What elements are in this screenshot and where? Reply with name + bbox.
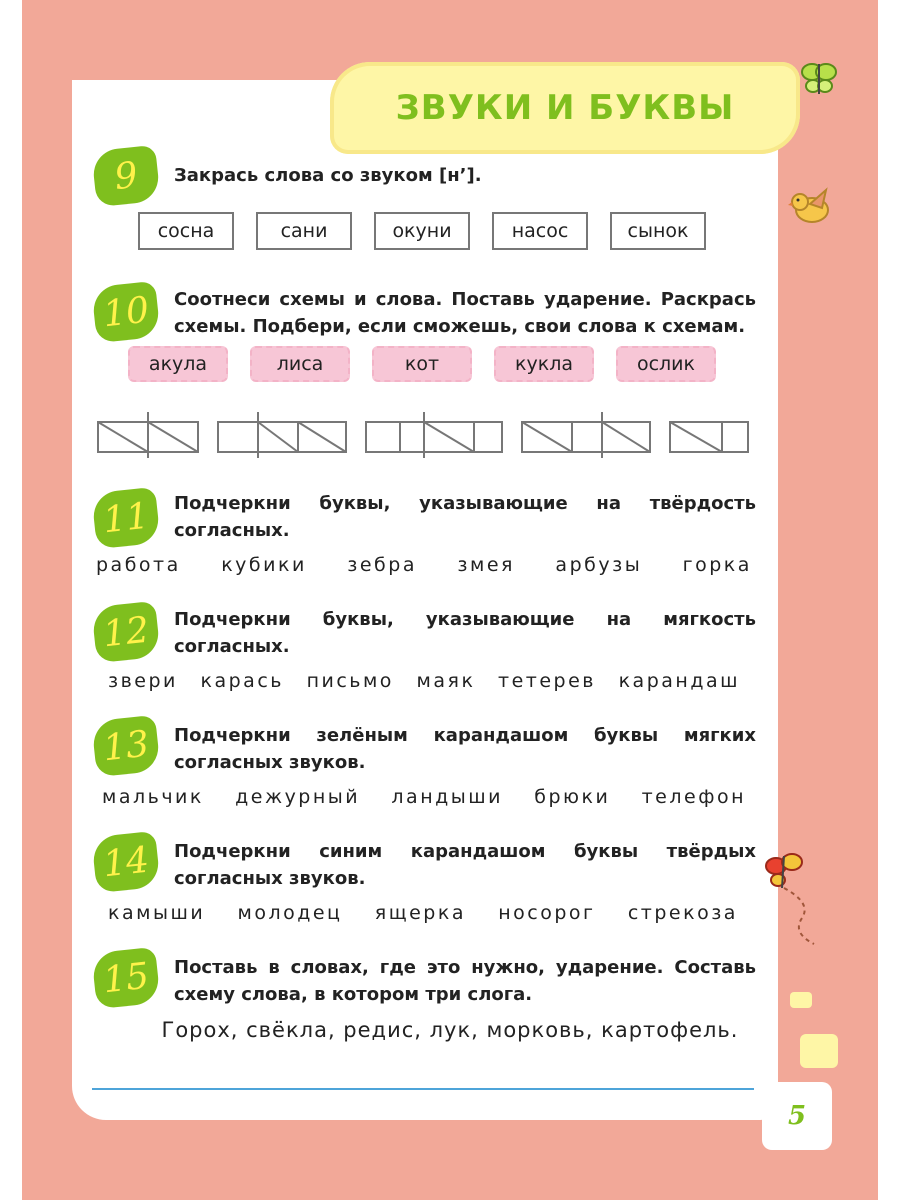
task-number-badge: 10 (91, 281, 161, 343)
syllable-scheme[interactable] (96, 404, 202, 458)
word[interactable]: дежурный (235, 786, 361, 808)
task-instruction: Поставь в словах, где это нужно, ударение. Составь схему слова, в котором три слога. (174, 957, 756, 1005)
word-row (108, 670, 740, 692)
word-sentence[interactable]: Горох, свёкла, редис, лук, морковь, картофель. (161, 1018, 739, 1042)
bird-icon (788, 182, 838, 230)
syllable-scheme[interactable] (668, 404, 752, 458)
word[interactable]: камыши (108, 902, 206, 924)
task-number-badge: 11 (91, 487, 161, 549)
task-number-badge: 9 (91, 145, 161, 207)
word[interactable]: ландыши (391, 786, 503, 808)
word[interactable]: зебра (347, 554, 417, 576)
decorative-block (790, 992, 812, 1008)
word-row (96, 554, 752, 576)
page-number: 5 (787, 1101, 807, 1131)
word-box[interactable]: сынок (610, 212, 706, 250)
word[interactable]: стрекоза (627, 902, 738, 924)
word[interactable]: работа (96, 554, 181, 576)
task-number-badge: 15 (91, 947, 161, 1009)
word-card: кот (372, 346, 472, 382)
syllable-scheme[interactable] (364, 404, 506, 458)
task-instruction: Подчеркни синим карандашом буквы твёрдых согласных звуков. (174, 841, 756, 889)
word[interactable]: носорог (498, 902, 596, 924)
syllable-scheme[interactable] (520, 404, 654, 458)
word[interactable]: арбузы (555, 554, 643, 576)
syllable-scheme[interactable] (216, 404, 350, 458)
word[interactable]: телефон (641, 786, 746, 808)
word-row (102, 786, 746, 808)
task-instruction: Подчеркни буквы, указывающие на мягкость согласных. (174, 609, 756, 657)
butterfly-icon (762, 848, 822, 948)
task-number-badge: 12 (91, 601, 161, 663)
puzzle-piece-icon (762, 1082, 832, 1150)
word-card: лиса (250, 346, 350, 382)
task-instruction: Подчеркни зелёным карандашом буквы мягких согласных звуков. (174, 725, 756, 773)
word[interactable]: ящерка (374, 902, 466, 924)
page-title: ЗВУКИ И БУКВЫ (395, 88, 735, 128)
butterfly-icon (798, 56, 840, 100)
word[interactable]: звери (108, 670, 178, 692)
task-number-badge: 14 (91, 831, 161, 893)
word[interactable]: змея (457, 554, 515, 576)
word[interactable]: тетерев (498, 670, 596, 692)
task-instruction: Подчеркни буквы, указывающие на твёрдость согласных. (174, 493, 756, 541)
word[interactable]: карандаш (618, 670, 740, 692)
word-card: акула (128, 346, 228, 382)
word-box[interactable]: окуни (374, 212, 470, 250)
answer-line[interactable] (92, 1088, 754, 1090)
word-box[interactable]: сани (256, 212, 352, 250)
task-instruction: Закрась слова со звуком [н’]. (174, 165, 482, 186)
word[interactable]: горка (682, 554, 752, 576)
word[interactable]: молодец (237, 902, 343, 924)
word[interactable]: письмо (306, 670, 394, 692)
title-banner (330, 62, 800, 154)
word[interactable]: брюки (534, 786, 611, 808)
word-row (108, 902, 738, 924)
word-card: кукла (494, 346, 594, 382)
word[interactable]: маяк (416, 670, 476, 692)
word-card: ослик (616, 346, 716, 382)
word[interactable]: кубики (221, 554, 307, 576)
word[interactable]: карась (200, 670, 284, 692)
task-number-badge: 13 (91, 715, 161, 777)
word-box[interactable]: сосна (138, 212, 234, 250)
word-box[interactable]: насос (492, 212, 588, 250)
task-instruction: Соотнеси схемы и слова. Поставь ударение. Раскрась схемы. Подбери, если сможешь, свои слова к схемам. (174, 289, 756, 337)
word[interactable]: мальчик (102, 786, 204, 808)
